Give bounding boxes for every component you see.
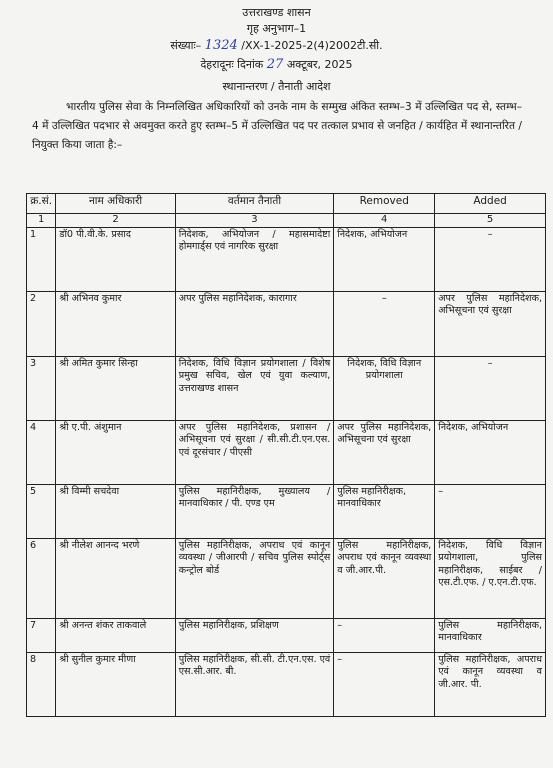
column-number-row bbox=[27, 214, 546, 228]
col-header-added: Added bbox=[435, 194, 546, 214]
table-row bbox=[27, 652, 546, 716]
serial-cell: 2 bbox=[27, 291, 56, 356]
added-cell: – bbox=[435, 484, 546, 538]
name-cell: श्री अनन्त शंकर ताकवाले bbox=[56, 618, 175, 652]
col-header-current: वर्तमान तैनाती bbox=[175, 194, 334, 214]
date-suffix: अक्टूबर, 2025 bbox=[286, 58, 353, 71]
current-posting-cell: पुलिस महानिरीक्षक, अपराध एवं कानून व्यवस्था / जीआरपी / सचिव पुलिस स्पोर्ट्स कन्ट्रोल बोर्ड bbox=[175, 538, 334, 618]
serial-cell: 4 bbox=[27, 420, 56, 484]
name-cell: श्री नीलेश आनन्द भरणे bbox=[56, 538, 175, 618]
added-cell: निदेशक, विधि विज्ञान प्रयोगशाला, पुलिस महानिरीक्षक, साईबर / एस.टी.एफ. / ए.एन.टी.एफ. bbox=[435, 538, 546, 618]
reference-number bbox=[0, 39, 553, 52]
order-date bbox=[0, 58, 553, 71]
reference-label: संख्याः– bbox=[170, 39, 202, 52]
col-header-name: नाम अधिकारी bbox=[56, 194, 175, 214]
name-cell: श्री विम्मी सचदेवा bbox=[56, 484, 175, 538]
table-row bbox=[27, 538, 546, 618]
removed-cell: – bbox=[334, 652, 435, 716]
removed-cell: – bbox=[334, 618, 435, 652]
col-number: 5 bbox=[435, 214, 546, 228]
handwritten-reference: 1324 bbox=[204, 38, 238, 53]
govt-name: उत्तराखण्ड शासन bbox=[242, 6, 311, 19]
added-cell: निदेशक, अभियोजन bbox=[435, 420, 546, 484]
name-cell: श्री ए.पी. अंशुमान bbox=[56, 420, 175, 484]
removed-cell: निदेशक, विधि विज्ञान प्रयोगशाला bbox=[334, 356, 435, 420]
date-label: देहरादूनः दिनांक bbox=[200, 58, 264, 71]
added-cell: पुलिस महानिरीक्षक, मानवाधिकार bbox=[435, 618, 546, 652]
name-cell: श्री सुनील कुमार मीणा bbox=[56, 652, 175, 716]
current-posting-cell: अपर पुलिस महानिदेशक, प्रशासन / अभिसूचना एवं सुरक्षा / सी.सी.टी.एन.एस. एवं दूरसंचार / पीएसी bbox=[175, 420, 334, 484]
serial-cell: 5 bbox=[27, 484, 56, 538]
table-row bbox=[27, 356, 546, 420]
removed-cell: – bbox=[334, 291, 435, 356]
col-header-removed: Removed bbox=[334, 194, 435, 214]
removed-cell: निदेशक, अभियोजन bbox=[334, 227, 435, 291]
col-number: 3 bbox=[175, 214, 334, 228]
intro-text: भारतीय पुलिस सेवा के निम्नलिखित अधिकारियों को उनके नाम के सम्मुख अंकित स्तम्भ–3 में उल्लिखित पद से, स्तम्भ–4 में उल्लिखित पदभार से अवमुक्त करते हुए स्तम्भ–5 में उल्लिखित पद पर तत्काल प्रभाव से जनहित / कार्यहित में स्थानान्तरित / नियुक्त किया जाता है:– bbox=[32, 101, 522, 151]
current-posting-cell: पुलिस महानिरीक्षक, मुख्यालय / मानवाधिकार / पी. एण्ड एम bbox=[175, 484, 334, 538]
current-posting-cell: निदेशक, विधि विज्ञान प्रयोगशाला / विशेष प्रमुख सचिव, खेल एवं युवा कल्याण, उत्तराखण्ड शासन bbox=[175, 356, 334, 420]
current-posting-cell: निदेशक, अभियोजन / महासमादेष्टा होमगार्ड्स एवं नागरिक सुरक्षा bbox=[175, 227, 334, 291]
col-number: 4 bbox=[334, 214, 435, 228]
department-name: गृह अनुभाग–1 bbox=[246, 22, 307, 35]
table-header-row bbox=[27, 194, 546, 214]
order-title: स्थानान्तरण / तैनाती आदेश bbox=[222, 80, 331, 93]
reference-suffix: /XX-1-2025-2(4)2002टी.सी. bbox=[241, 39, 383, 52]
serial-cell: 6 bbox=[27, 538, 56, 618]
table-row bbox=[27, 291, 546, 356]
table-row bbox=[27, 227, 546, 291]
intro-paragraph bbox=[32, 98, 522, 155]
removed-cell: अपर पुलिस महानिदेशक, अभिसूचना एवं सुरक्षा bbox=[334, 420, 435, 484]
table-row bbox=[27, 618, 546, 652]
added-cell: अपर पुलिस महानिदेशक, अभिसूचना एवं सुरक्षा bbox=[435, 291, 546, 356]
removed-cell: पुलिस महानिरीक्षक, मानवाधिकार bbox=[334, 484, 435, 538]
col-number: 1 bbox=[27, 214, 56, 228]
handwritten-date: 27 bbox=[266, 57, 284, 72]
removed-cell: पुलिस महानिरीक्षक, अपराध एवं कानून व्यवस्था व जी.आर.पी. bbox=[334, 538, 435, 618]
serial-cell: 8 bbox=[27, 652, 56, 716]
added-cell: पुलिस महानिरीक्षक, अपराध एवं कानून व्यवस्था व जी.आर. पी. bbox=[435, 652, 546, 716]
table-row bbox=[27, 420, 546, 484]
name-cell: श्री अभिनव कुमार bbox=[56, 291, 175, 356]
added-cell: – bbox=[435, 356, 546, 420]
transfer-table bbox=[26, 193, 546, 717]
table-row bbox=[27, 484, 546, 538]
current-posting-cell: पुलिस महानिरीक्षक, सी.सी. टी.एन.एस. एवं एस.सी.आर. बी. bbox=[175, 652, 334, 716]
added-cell: – bbox=[435, 227, 546, 291]
current-posting-cell: पुलिस महानिरीक्षक, प्रशिक्षण bbox=[175, 618, 334, 652]
serial-cell: 7 bbox=[27, 618, 56, 652]
col-header-serial: क्र.सं. bbox=[27, 194, 56, 214]
name-cell: डॉ0 पी.वी.के. प्रसाद bbox=[56, 227, 175, 291]
col-number: 2 bbox=[56, 214, 175, 228]
current-posting-cell: अपर पुलिस महानिदेशक, कारागार bbox=[175, 291, 334, 356]
serial-cell: 1 bbox=[27, 227, 56, 291]
name-cell: श्री अमित कुमार सिन्हा bbox=[56, 356, 175, 420]
serial-cell: 3 bbox=[27, 356, 56, 420]
